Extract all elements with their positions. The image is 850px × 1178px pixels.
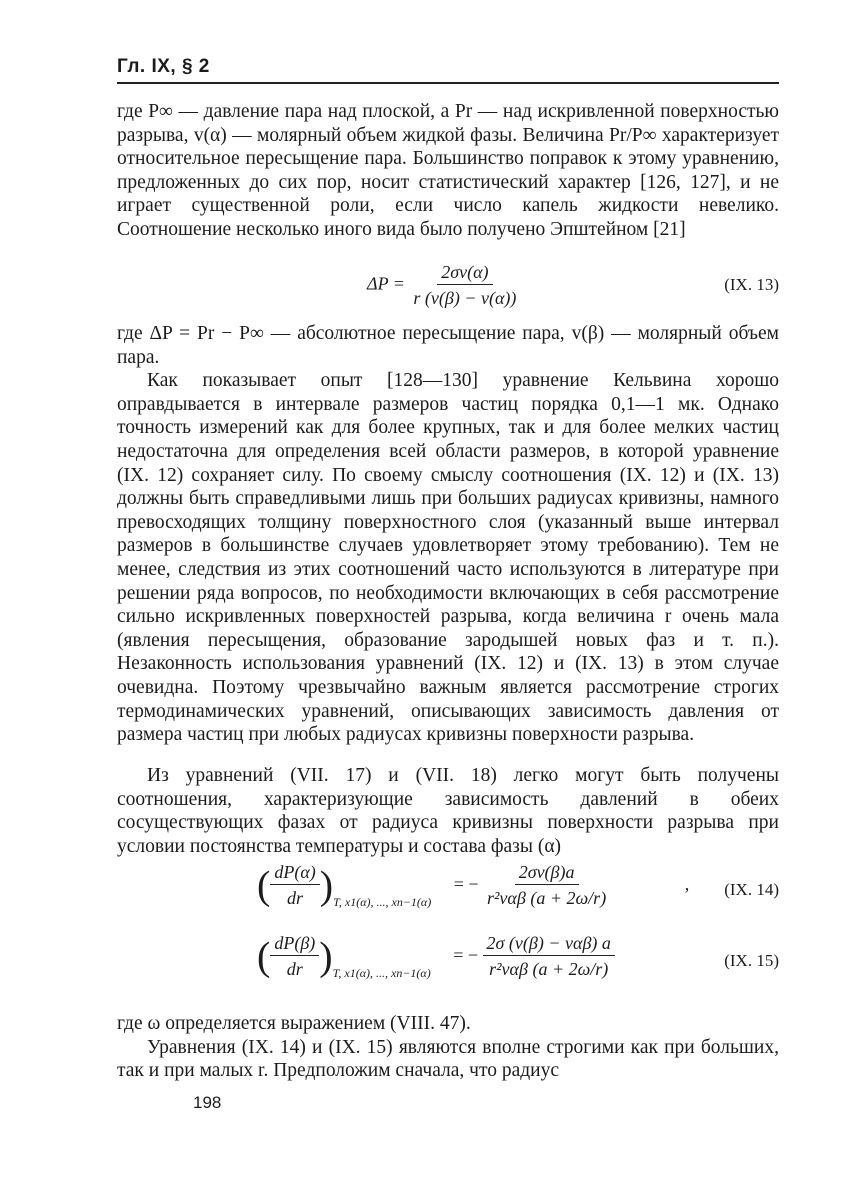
running-head: Гл. IX, § 2 [117, 56, 210, 77]
eq15-subscripts: T, x1(α), ..., xn−1(α) [332, 965, 431, 980]
eq14-equals: = − [453, 873, 479, 894]
paragraph-2-3-block [117, 322, 779, 747]
eq14-lhs-denominator: dr [287, 888, 304, 908]
page-number: 198 [193, 1093, 222, 1112]
eq14-subscripts: T, x1(α), ..., xn−1(α) [333, 894, 432, 909]
paragraph-2: где ΔP = Pr − P∞ — абсолютное пересыщение пара, v(β) — молярный объем пара. [117, 323, 779, 368]
equation-ix-14: ( $\frac{dP(\alpha)}{dr}$ )$_{T, x1(\alpha), ..., xn-1(\alpha)}$ = − $\frac{2\sigma v(\beta)a}{\text{r²vαβ (a + 2ω/r)}}$ , (IX. 14) [257, 862, 779, 909]
eq15-label: (IX. 15) [724, 951, 779, 970]
eq13-denominator: r (v(β) − v(α)) [413, 288, 517, 308]
eq15-fraction [483, 933, 615, 980]
paragraph-6: Уравнения (IX. 14) и (IX. 15) являются вполне строгими как при больших, так и при малых r. Предположим сначала, что радиус [117, 1036, 779, 1082]
paragraph-4: Из уравнений (VII. 17) и (VII. 18) легко могут быть получены соотношения, характеризующие зависимость давлений в обеих сосуществующих фазах от радиуса кривизны поверхности разрыва при условии постоянства температуры и состава фазы (α) [117, 765, 779, 857]
eq14-lhs-numerator: dP(α) [270, 862, 319, 885]
eq15-derivative [270, 933, 319, 980]
paragraph-3: Как показывает опыт [128—130] уравнение Кельвина хорошо оправдывается в интервале размеров частиц порядка 0,1—1 мк. Однако точность измерений как для более крупных, так и для более мелких частиц недостаточна для определения всей области размеров, в которой уравнение (IX. 12) сохраняет силу. По своему смыслу соотношения (IX. 12) и (IX. 13) должны быть справедливыми лишь при больших радиусах кривизны, намного превосходящих толщину поверхностного слоя (указанный выше интервал размеров в большинстве случаев удовлетворяет этому требованию). Тем не менее, следствия из этих соотношений часто используются в литературе при решении ряда вопросов, по необходимости включающих в себя рассмотрение сильно искривленных поверхностей разрыва, когда величина r очень мала (явления пересыщения, образование зародышей новых фаз и т. п.). Незаконность использования уравнений (IX. 12) и (IX. 13) в этом случае очевидна. Поэтому чрезвычайно важным является рассмотрение строгих термодинамических уравнений, описывающих зависимость давления от размера частиц при любых радиусах кривизны поверхности разрыва. [117, 370, 779, 746]
header-rule [117, 82, 779, 84]
paragraph-5-6-block [117, 1012, 779, 1083]
eq13-numerator: 2σv(α) [437, 262, 492, 285]
eq14-numerator: 2σv(β)a [515, 862, 579, 885]
eq15-numerator: 2σ (v(β) − vαβ) a [483, 933, 615, 956]
paragraph-1: где P∞ — давление пара над плоской, а Pr — над искривленной поверхностью разрыва, v(α) — молярный объем жидкой фазы. Величина Pr/P∞ характеризует относительное пересыщение пара. Большинство поправок к этому уравнению, предложенных до сих пор, носит статистический характер [126, 127], и не играет существенной роли, если число капель жидкости невелико. Соотношение несколько иного вида было получено Эпштейном [21] [117, 101, 779, 240]
eq13-label: (IX. 13) [724, 275, 779, 294]
eq15-equals: = − [453, 944, 479, 965]
eq14-comma: , [684, 873, 690, 894]
paragraph-5: где ω определяется выражением (VIII. 47). [117, 1013, 471, 1034]
eq15-denominator: r²vαβ (a + 2ω/r) [489, 959, 609, 979]
eq14-fraction [483, 862, 610, 909]
eq15-lhs-denominator: dr [286, 959, 303, 979]
eq14-denominator: r²vαβ (a + 2ω/r) [487, 888, 607, 908]
eq13-lhs: ΔP = [367, 273, 405, 294]
eq15-lhs-numerator: dP(β) [270, 933, 319, 956]
equation-ix-13 [117, 262, 779, 312]
eq14-label: (IX. 14) [724, 880, 779, 899]
paragraph-1-block [117, 100, 779, 242]
equation-ix-15: ( $\frac{dP(\beta)}{dr}$ )$_{T, x1(\alpha), ..., xn-1(\alpha)}$ = − $\frac{\text{2σ (v(β) − vαβ) a}}{\text{r²vαβ (a + 2ω/r)}}$ (IX. 15) [257, 933, 779, 980]
paragraph-4-block [117, 764, 779, 858]
eq13-fraction [409, 262, 520, 309]
eq14-derivative [270, 862, 319, 909]
